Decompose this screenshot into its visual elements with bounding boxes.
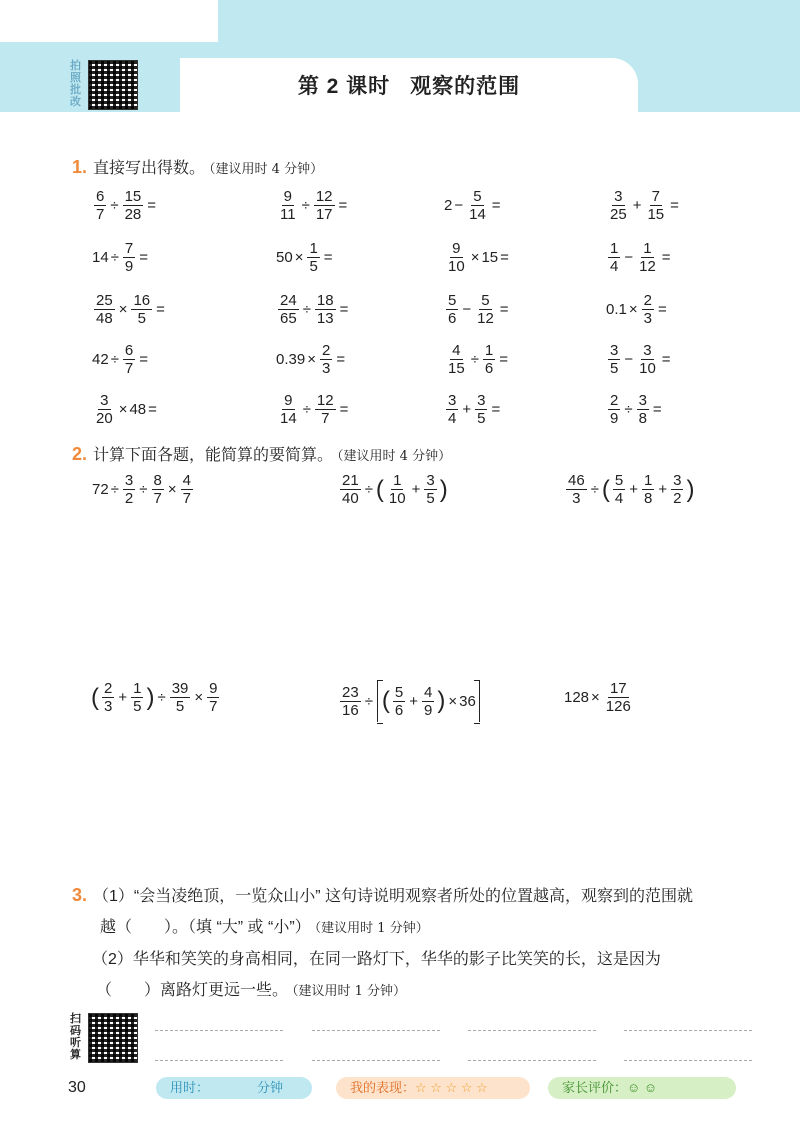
time-used-field[interactable] — [156, 1077, 312, 1099]
page-title — [180, 70, 638, 100]
calc-item: 2 − $\frac{5}{14}$ = — [444, 188, 501, 223]
scan-listen-label: 扫码听算 — [70, 1013, 81, 1061]
calc-item: $\frac{24}{65}$ ÷ $\frac{18}{13}$ = — [280, 292, 349, 327]
time-label: 用时： — [170, 1080, 210, 1095]
answer-line — [624, 1030, 752, 1031]
calc-expression: $\frac{21}{40}$ ÷ ( $\frac{1}{10}$ + $\frac{3}{5}$ ) — [342, 472, 448, 507]
calc-expression: $\frac{23}{16}$ ÷ ( $\frac{5}{6}$ + $\frac{4}{9}$ ) × 36 — [338, 680, 482, 722]
answer-line — [468, 1030, 596, 1031]
question-number: 1. — [72, 157, 88, 177]
star-icon[interactable]: ☆ ☆ ☆ ☆ ☆ — [415, 1080, 488, 1095]
calc-item: $\frac{9}{14}$ ÷ $\frac{12}{7}$ = — [280, 392, 349, 427]
calc-expression: ( $\frac{2}{3}$ + $\frac{1}{5}$ ) ÷ $\frac{39}{5}$ × $\frac{9}{7}$ — [91, 680, 218, 715]
smiley-icon[interactable]: ☺ ☺ — [627, 1080, 658, 1095]
calc-item: $\frac{2}{9}$ ÷ $\frac{3}{8}$ = — [610, 392, 662, 427]
photo-grade-label: 拍照批改 — [70, 60, 81, 108]
answer-line — [624, 1060, 752, 1061]
page-number: 30 — [68, 1079, 86, 1096]
parent-review[interactable] — [548, 1077, 736, 1099]
question-3 — [72, 880, 762, 1007]
parent-label: 家长评价： — [562, 1080, 628, 1095]
question-2-heading — [72, 442, 451, 465]
calc-item: $\frac{5}{6}$ − $\frac{5}{12}$ = — [448, 292, 509, 327]
calc-item: $\frac{3}{25}$ + $\frac{7}{15}$ = — [610, 188, 679, 223]
calc-item: 0.1 × $\frac{2}{3}$ = — [606, 292, 667, 327]
time-hint: （建议用时 4 分钟） — [209, 162, 324, 177]
time-hint: （建议用时 4 分钟） — [337, 449, 452, 464]
answer-line — [312, 1030, 440, 1031]
calc-item: 42 ÷ $\frac{6}{7}$ = — [92, 342, 149, 377]
performance-rating[interactable] — [336, 1077, 530, 1099]
question-text: 直接写出得数。 — [93, 160, 206, 177]
calc-item: $\frac{1}{4}$ − $\frac{1}{12}$ = — [610, 240, 671, 275]
time-unit: 分钟 — [257, 1080, 284, 1095]
calc-item: $\frac{3}{5}$ − $\frac{3}{10}$ = — [610, 342, 671, 377]
calc-item: $\frac{4}{15}$ ÷ $\frac{1}{6}$ = — [448, 342, 509, 377]
calc-item: 0.39 × $\frac{2}{3}$ = — [276, 342, 346, 377]
q3-part1-line1: （1）“会当凌绝顶，一览众山小” 这句诗说明观察者所处的位置越高，观察到的范围就 — [93, 888, 694, 905]
calc-expression: 128 × $\frac{17}{126}$ — [564, 680, 631, 715]
calc-item: $\frac{3}{20}$ × 48 = — [96, 392, 157, 427]
q3-part2-line1: （2）华华和笑笑的身高相同，在同一路灯下，华华的影子比笑笑的长，这是因为 — [92, 951, 661, 968]
time-hint: （建议用时 1 分钟） — [314, 921, 429, 936]
calc-item: $\frac{9}{10}$ × 15 = — [448, 240, 509, 275]
question-text: 计算下面各题，能简算的要简算。 — [93, 447, 334, 464]
qr-code-icon[interactable] — [88, 60, 138, 110]
question-number: 3. — [72, 885, 88, 905]
performance-label: 我的表现： — [350, 1080, 416, 1095]
question-1-heading — [72, 155, 323, 178]
calc-item: 50 × $\frac{1}{5}$ = — [276, 240, 333, 275]
answer-line — [155, 1030, 283, 1031]
qr-code-icon[interactable] — [88, 1013, 138, 1063]
question-number: 2. — [72, 444, 88, 464]
calc-expression: $\frac{46}{3}$ ÷ ( $\frac{5}{4}$ + $\frac{1}{8}$ + $\frac{3}{2}$ ) — [568, 472, 695, 507]
calc-item: $\frac{25}{48}$ × $\frac{16}{5}$ = — [96, 292, 165, 327]
calc-item: $\frac{3}{4}$ + $\frac{3}{5}$ = — [448, 392, 501, 427]
lesson-number: 第 2 课时 — [297, 75, 391, 98]
calc-item: $\frac{9}{11}$ ÷ $\frac{12}{17}$ = — [280, 188, 348, 223]
calc-expression: 72 ÷ $\frac{3}{2}$ ÷ $\frac{8}{7}$ × $\frac{4}{7}$ — [92, 472, 191, 507]
calc-item: 14 ÷ $\frac{7}{9}$ = — [92, 240, 149, 275]
time-hint: （建议用时 1 分钟） — [292, 984, 407, 999]
q3-part2-line2: （ ）离路灯更远一些。 — [96, 982, 289, 999]
header-corner — [0, 0, 218, 42]
answer-line — [468, 1060, 596, 1061]
lesson-title: 观察的范围 — [410, 75, 521, 98]
calc-item: $\frac{6}{7}$ ÷ $\frac{15}{28}$ = — [96, 188, 157, 223]
answer-line — [312, 1060, 440, 1061]
answer-line — [155, 1060, 283, 1061]
q3-part1-line2: 越（ ）。（填 “大” 或 “小”） — [100, 919, 311, 936]
